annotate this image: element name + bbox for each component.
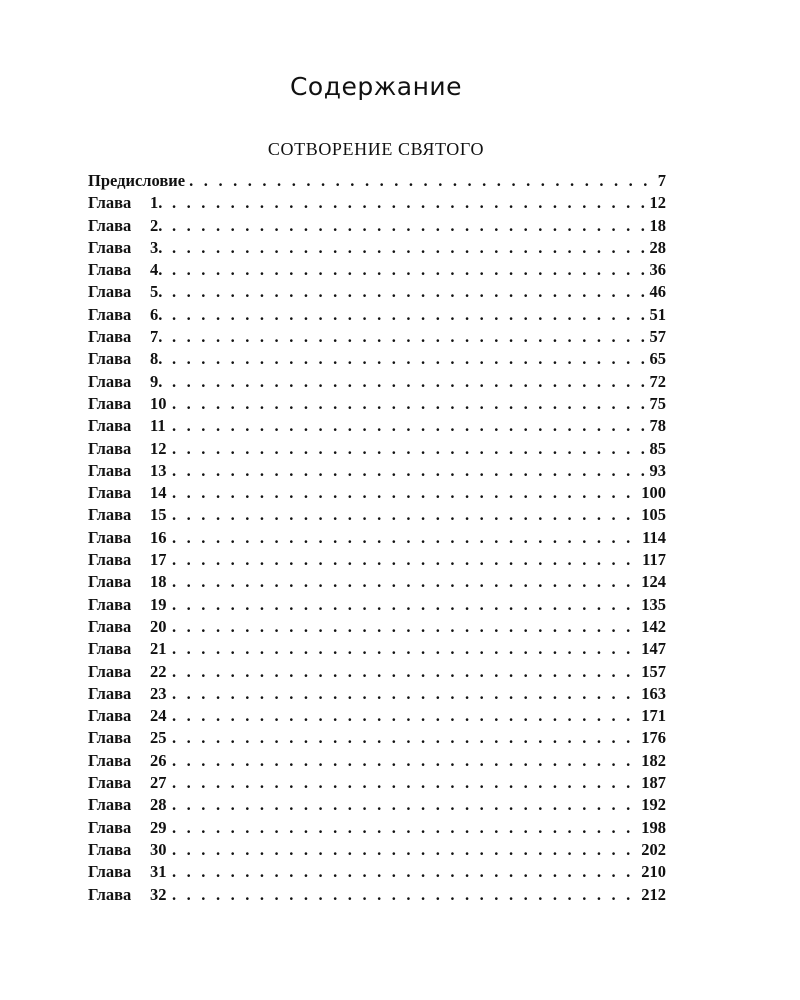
toc-label xyxy=(88,259,172,281)
toc-label xyxy=(88,482,172,504)
dot-leader xyxy=(172,683,637,705)
dot-leader xyxy=(172,215,646,237)
toc-row-chapter[interactable] xyxy=(88,415,666,437)
toc-page-number: 51 xyxy=(649,304,666,324)
chapter-word: Глава xyxy=(88,304,132,324)
dot-leader xyxy=(172,594,637,616)
toc-row-chapter[interactable] xyxy=(88,549,666,571)
toc-page-number: 210 xyxy=(641,862,666,882)
toc-row-chapter[interactable] xyxy=(88,571,666,593)
chapter-number: 10 xyxy=(150,393,167,413)
page-title: Содержание xyxy=(289,72,463,101)
toc-row-chapter[interactable] xyxy=(88,259,666,281)
toc-row-chapter[interactable] xyxy=(88,348,666,370)
toc-page-number: 171 xyxy=(641,706,666,726)
chapter-word: Глава xyxy=(88,616,132,636)
toc-page-number: 182 xyxy=(641,750,666,770)
dot-leader xyxy=(172,616,637,638)
toc-label: Предисловие xyxy=(88,171,186,190)
toc-page-number: 75 xyxy=(649,393,666,413)
chapter-number: 20 xyxy=(150,616,167,636)
chapter-number: 12 xyxy=(150,438,167,458)
toc-page-number: 117 xyxy=(642,550,666,570)
chapter-number: 30 xyxy=(150,839,167,859)
toc-label xyxy=(88,750,172,772)
toc-page-number: 176 xyxy=(641,728,666,748)
toc-row-chapter[interactable] xyxy=(88,326,666,348)
toc-row-chapter[interactable] xyxy=(88,794,666,816)
toc-page-number: 147 xyxy=(641,639,666,659)
chapter-word: Глава xyxy=(88,728,132,748)
toc-label xyxy=(88,571,172,593)
chapter-number: 13 xyxy=(150,460,167,480)
toc-page-number: 114 xyxy=(642,527,666,547)
toc-page-number: 78 xyxy=(649,416,666,436)
toc-row-chapter[interactable] xyxy=(88,772,666,794)
chapter-number: 26 xyxy=(150,750,167,770)
toc-page-number: 212 xyxy=(641,884,666,904)
chapter-word: Глава xyxy=(88,639,132,659)
toc-page-number: 57 xyxy=(649,327,666,347)
toc-row-chapter[interactable] xyxy=(88,393,666,415)
chapter-number: 2. xyxy=(150,215,163,235)
dot-leader xyxy=(172,705,637,727)
chapter-word: Глава xyxy=(88,237,132,257)
toc-page-number: 85 xyxy=(649,438,666,458)
dot-leader xyxy=(172,259,646,281)
toc-row-chapter[interactable] xyxy=(88,884,666,906)
dot-leader xyxy=(172,348,646,370)
chapter-word: Глава xyxy=(88,327,132,347)
dot-leader xyxy=(172,817,637,839)
chapter-word: Глава xyxy=(88,416,132,436)
toc-label xyxy=(88,527,172,549)
dot-leader xyxy=(172,638,637,660)
dot-leader xyxy=(172,482,637,504)
dot-leader xyxy=(172,393,646,415)
toc-label xyxy=(88,683,172,705)
toc-label xyxy=(88,638,172,660)
toc-row-chapter[interactable] xyxy=(88,281,666,303)
table-of-contents xyxy=(88,170,666,906)
chapter-number: 16 xyxy=(150,527,167,547)
toc-row-chapter[interactable] xyxy=(88,215,666,237)
chapter-number: 8. xyxy=(150,349,163,369)
chapter-number: 7. xyxy=(150,327,163,347)
chapter-word: Глава xyxy=(88,505,132,525)
chapter-word: Глава xyxy=(88,527,132,547)
toc-page-number: 18 xyxy=(649,215,666,235)
chapter-word: Глава xyxy=(88,773,132,793)
toc-row-chapter[interactable] xyxy=(88,616,666,638)
toc-row-chapter[interactable] xyxy=(88,192,666,214)
toc-label xyxy=(88,348,172,370)
dot-leader xyxy=(172,839,637,861)
toc-page-number: 105 xyxy=(641,505,666,525)
toc-page-number: 163 xyxy=(641,683,666,703)
toc-row-chapter[interactable] xyxy=(88,817,666,839)
toc-page-number: 198 xyxy=(641,817,666,837)
dot-leader xyxy=(172,192,646,214)
chapter-word: Глава xyxy=(88,817,132,837)
toc-row-chapter[interactable] xyxy=(88,594,666,616)
chapter-number: 25 xyxy=(150,728,167,748)
toc-label xyxy=(88,884,172,906)
toc-label xyxy=(88,304,172,326)
chapter-number: 3. xyxy=(150,237,163,257)
chapter-number: 24 xyxy=(150,706,167,726)
dot-leader xyxy=(172,661,637,683)
toc-page-number: 93 xyxy=(649,460,666,480)
chapter-word: Глава xyxy=(88,349,132,369)
chapter-number: 21 xyxy=(150,639,167,659)
dot-leader xyxy=(172,237,646,259)
chapter-number: 9. xyxy=(150,371,163,391)
toc-label xyxy=(88,215,172,237)
toc-row-chapter[interactable] xyxy=(88,661,666,683)
dot-leader xyxy=(172,527,638,549)
chapter-word: Глава xyxy=(88,572,132,592)
toc-label xyxy=(88,415,172,437)
chapter-number: 32 xyxy=(150,884,167,904)
chapter-number: 18 xyxy=(150,572,167,592)
toc-page-number: 157 xyxy=(641,661,666,681)
toc-row-chapter[interactable] xyxy=(88,527,666,549)
toc-page-number: 46 xyxy=(649,282,666,302)
chapter-word: Глава xyxy=(88,460,132,480)
toc-row-chapter[interactable] xyxy=(88,638,666,660)
dot-leader xyxy=(172,884,637,906)
chapter-word: Глава xyxy=(88,438,132,458)
toc-row-chapter[interactable] xyxy=(88,304,666,326)
chapter-word: Глава xyxy=(88,661,132,681)
toc-label xyxy=(88,861,172,883)
dot-leader xyxy=(172,571,637,593)
toc-label xyxy=(88,817,172,839)
toc-label xyxy=(88,549,172,571)
toc-label xyxy=(88,772,172,794)
dot-leader xyxy=(172,371,646,393)
chapter-number: 19 xyxy=(150,594,167,614)
dot-leader xyxy=(172,281,646,303)
chapter-word: Глава xyxy=(88,750,132,770)
toc-label xyxy=(88,237,172,259)
toc-row-preface[interactable] xyxy=(88,170,666,192)
dot-leader xyxy=(172,504,637,526)
toc-row-chapter[interactable] xyxy=(88,237,666,259)
chapter-word: Глава xyxy=(88,193,132,213)
chapter-word: Глава xyxy=(88,550,132,570)
toc-page-number: 100 xyxy=(641,483,666,503)
toc-label xyxy=(88,727,172,749)
dot-leader xyxy=(172,794,637,816)
toc-page-number: 192 xyxy=(641,795,666,815)
dot-leader xyxy=(172,304,646,326)
chapter-number: 6. xyxy=(150,304,163,324)
chapter-word: Глава xyxy=(88,483,132,503)
chapter-number: 4. xyxy=(150,260,163,280)
toc-label xyxy=(88,794,172,816)
toc-label xyxy=(88,192,172,214)
toc-page-number: 142 xyxy=(641,616,666,636)
chapter-word: Глава xyxy=(88,683,132,703)
chapter-word: Глава xyxy=(88,706,132,726)
toc-label xyxy=(88,661,172,683)
chapter-word: Глава xyxy=(88,260,132,280)
dot-leader xyxy=(172,438,646,460)
toc-row-chapter[interactable] xyxy=(88,683,666,705)
dot-leader xyxy=(172,750,637,772)
chapter-word: Глава xyxy=(88,795,132,815)
chapter-number: 1. xyxy=(150,193,163,213)
toc-row-chapter[interactable] xyxy=(88,861,666,883)
toc-label xyxy=(88,393,172,415)
toc-label xyxy=(88,371,172,393)
toc-label xyxy=(88,616,172,638)
chapter-number: 29 xyxy=(150,817,167,837)
toc-page-number: 65 xyxy=(649,349,666,369)
chapter-number: 23 xyxy=(150,683,167,703)
toc-page-number: 135 xyxy=(641,594,666,614)
toc-label xyxy=(88,504,172,526)
toc-label xyxy=(88,594,172,616)
toc-page-number: 187 xyxy=(641,773,666,793)
toc-row-chapter[interactable] xyxy=(88,839,666,861)
dot-leader xyxy=(172,326,646,348)
chapter-number: 17 xyxy=(150,550,167,570)
toc-page-number: 124 xyxy=(641,572,666,592)
chapter-word: Глава xyxy=(88,839,132,859)
dot-leader xyxy=(172,549,638,571)
toc-row-chapter[interactable] xyxy=(88,482,666,504)
toc-page-number: 7 xyxy=(657,171,666,190)
chapter-word: Глава xyxy=(88,215,132,235)
dot-leader xyxy=(172,772,637,794)
toc-label xyxy=(88,460,172,482)
chapter-number: 15 xyxy=(150,505,167,525)
toc-page-number: 36 xyxy=(649,260,666,280)
chapter-word: Глава xyxy=(88,282,132,302)
section-title: СОТВОРЕНИЕ СВЯТОГО xyxy=(267,139,485,159)
dot-leader xyxy=(172,415,646,437)
chapter-word: Глава xyxy=(88,862,132,882)
toc-page-number: 28 xyxy=(649,237,666,257)
chapter-number: 28 xyxy=(150,795,167,815)
dot-leader xyxy=(172,861,637,883)
dot-leader xyxy=(189,170,654,192)
toc-row-chapter[interactable] xyxy=(88,750,666,772)
toc-row-chapter[interactable] xyxy=(88,504,666,526)
toc-label xyxy=(88,705,172,727)
dot-leader xyxy=(172,727,637,749)
toc-row-chapter[interactable] xyxy=(88,705,666,727)
chapter-number: 14 xyxy=(150,483,167,503)
chapter-word: Глава xyxy=(88,594,132,614)
chapter-word: Глава xyxy=(88,884,132,904)
toc-row-chapter[interactable] xyxy=(88,460,666,482)
toc-page-number: 202 xyxy=(641,839,666,859)
toc-label xyxy=(88,438,172,460)
chapter-word: Глава xyxy=(88,371,132,391)
chapter-number: 27 xyxy=(150,773,167,793)
chapter-number: 11 xyxy=(150,416,166,436)
toc-label xyxy=(88,326,172,348)
toc-page-number: 72 xyxy=(649,371,666,391)
toc-row-chapter[interactable] xyxy=(88,438,666,460)
toc-row-chapter[interactable] xyxy=(88,371,666,393)
dot-leader xyxy=(172,460,646,482)
chapter-number: 22 xyxy=(150,661,167,681)
chapter-word: Глава xyxy=(88,393,132,413)
toc-row-chapter[interactable] xyxy=(88,727,666,749)
toc-label xyxy=(88,281,172,303)
chapter-number: 5. xyxy=(150,282,163,302)
toc-page-number: 12 xyxy=(649,193,666,213)
toc-label xyxy=(88,839,172,861)
chapter-number: 31 xyxy=(150,862,167,882)
